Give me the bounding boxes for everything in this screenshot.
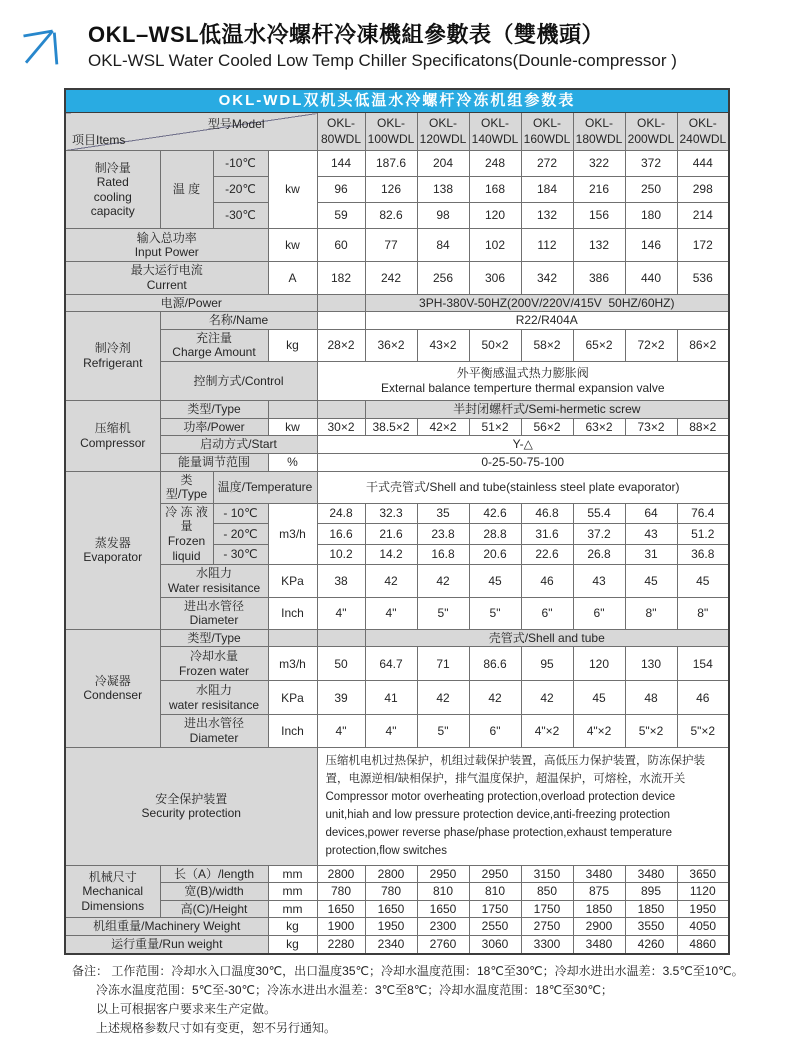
data-cell: 1950 [677,900,729,918]
data-cell: 71 [417,647,469,681]
row-label-condenser-type: 类型/Type [160,629,268,647]
table-row [65,312,729,330]
data-cell: 214 [677,203,729,229]
data-cell: 184 [521,177,573,203]
unit-kg: kg [268,329,317,361]
unit-mm: mm [268,900,317,918]
corner-cell [65,113,317,151]
data-cell: 28.8 [469,524,521,545]
row-label-evaporator-type: 类型/Type [160,471,213,503]
table-row [65,503,729,524]
table-row [65,865,729,883]
note-line: 冷冻水温度范围：5℃至-30℃；冷冻水进出水温差：3℃至8℃；冷却水温度范围：18℃至30℃； [96,982,613,997]
data-cell: 2280 [317,936,365,954]
table-row [65,418,729,436]
value-control: 外平衡感温式热力膨胀阀 External balance temperture thermal expansion valve [317,362,729,401]
empty-cell [268,401,317,419]
data-cell: 2550 [469,918,521,936]
model-header: OKL- 80WDL [317,113,365,151]
unit-kw: kw [268,151,317,229]
unit-percent: % [268,453,317,471]
data-cell: 182 [317,262,365,294]
corner-model-label: 型号Model [207,117,265,132]
data-cell: 45 [469,565,521,597]
data-cell: 56×2 [521,418,573,436]
value-security-protection: 压缩机电机过热保护，机组过载保护装置，高低压力保护装置，防冻保护装置，电源逆相/缺相保护，排气温度保护，超温保护，可熔栓，水流开关 Compressor motor overheating protection,overload protection device unit,hiah and low pressure protection device,anti-freezing protection devices,power reverse phase/phase protection,exhaust temperature protection,flow switches [317,747,729,865]
page-subtitle: OKL-WSL Water Cooled Low Temp Chiller Specificatons(Dounle-compressor ) [88,51,677,70]
data-cell: 256 [417,262,469,294]
row-label-rated-cooling-capacity: 制冷量 Rated cooling capacity [65,151,160,229]
value-start-mode: Y-△ [317,436,729,454]
data-cell: 36×2 [365,329,417,361]
data-cell: 65×2 [573,329,625,361]
data-cell: 130 [625,647,677,681]
data-cell: 2800 [317,865,365,883]
data-cell: 43 [573,565,625,597]
data-cell: 810 [469,883,521,901]
row-label-temperature: 温 度 [160,151,213,229]
data-cell: 2950 [469,865,521,883]
data-cell: 120 [469,203,521,229]
data-cell: 3150 [521,865,573,883]
unit-kpa: KPa [268,565,317,597]
data-cell: 4050 [677,918,729,936]
data-cell: 248 [469,151,521,177]
data-cell: 64.7 [365,647,417,681]
value-condenser-type: 壳管式/Shell and tube [365,629,729,647]
data-cell: 102 [469,229,521,262]
data-cell: 780 [317,883,365,901]
data-cell: 2750 [521,918,573,936]
data-cell: 76.4 [677,503,729,524]
data-cell: 86×2 [677,329,729,361]
data-cell: 48 [625,681,677,715]
data-cell: 16.6 [317,524,365,545]
data-cell: 42 [417,681,469,715]
data-cell: 306 [469,262,521,294]
banner-row [65,89,729,113]
model-header: OKL- 160WDL [521,113,573,151]
data-cell: 43×2 [417,329,469,361]
data-cell: 168 [469,177,521,203]
row-label-security-protection: 安全保护装置 Security protection [65,747,317,865]
data-cell: 28×2 [317,329,365,361]
row-label-width: 宽(B)/width [160,883,268,901]
data-cell: 440 [625,262,677,294]
note-line: 备注： 工作范围：冷却水入口温度30℃，出口温度35℃；冷却水温度范围：18℃至30℃；冷却水进出水温差：3.5℃至10℃。 [72,963,744,978]
note-line: 上述规格参数尺寸如有变更，恕不另行通知。 [96,1021,337,1036]
data-cell: 444 [677,151,729,177]
row-label-minus10: -10℃ [213,151,268,177]
data-cell: 55.4 [573,503,625,524]
data-cell: 895 [625,883,677,901]
section-label-refrigerant: 制冷剂 Refrigerant [65,312,160,401]
data-cell: 42×2 [417,418,469,436]
data-cell: 45 [573,681,625,715]
row-label-evap-minus30: - 30℃ [213,544,268,565]
unit-a: A [268,262,317,294]
data-cell: 42 [417,565,469,597]
data-cell: 272 [521,151,573,177]
data-cell: 31 [625,544,677,565]
row-label-evap-minus20: - 20℃ [213,524,268,545]
data-cell: 850 [521,883,573,901]
table-row [65,715,729,747]
data-cell: 45 [677,565,729,597]
data-cell: 322 [573,151,625,177]
arrow-up-right-icon [16,24,66,78]
data-cell: 21.6 [365,524,417,545]
unit-inch: Inch [268,715,317,747]
row-label-start-mode: 启动方式/Start [160,436,317,454]
data-cell: 37.2 [573,524,625,545]
section-label-compressor: 压缩机 Compressor [65,401,160,472]
data-cell: 120 [573,647,625,681]
data-cell: 46 [521,565,573,597]
table-row [65,329,729,361]
data-cell: 82.6 [365,203,417,229]
row-label-evap-minus10: - 10℃ [213,503,268,524]
data-cell: 64 [625,503,677,524]
row-label-power-supply: 电源/Power [65,294,317,312]
table-row [65,362,729,401]
data-cell: 20.6 [469,544,521,565]
table-row [65,436,729,454]
data-cell: 6" [469,715,521,747]
unit-m3h: m3/h [268,503,317,565]
data-cell: 1750 [469,900,521,918]
data-cell: 216 [573,177,625,203]
row-label-input-power: 输入总功率 Input Power [65,229,268,262]
value-power-supply: 3PH-380V-50HZ(200V/220V/415V 50HZ/60HZ) [365,294,729,312]
data-cell: 38.5×2 [365,418,417,436]
table-row [65,229,729,262]
data-cell: 180 [625,203,677,229]
notes [72,962,790,1038]
data-cell: 372 [625,151,677,177]
data-cell: 32.3 [365,503,417,524]
table-row [65,681,729,715]
table-row [65,629,729,647]
data-cell: 3060 [469,936,521,954]
corner-items-label: 项目Items [72,132,126,147]
table-row [65,918,729,936]
data-cell: 42 [521,681,573,715]
data-cell: 22.6 [521,544,573,565]
data-cell: 1850 [573,900,625,918]
data-cell: 26.8 [573,544,625,565]
data-cell: 132 [521,203,573,229]
data-cell: 77 [365,229,417,262]
data-cell: 2300 [417,918,469,936]
row-label-evap-diameter: 进出水管径 Diameter [160,597,268,629]
data-cell: 1950 [365,918,417,936]
data-cell: 154 [677,647,729,681]
data-cell: 88×2 [677,418,729,436]
data-cell: 536 [677,262,729,294]
data-cell: 5" [417,715,469,747]
data-cell: 16.8 [417,544,469,565]
row-label-capacity-control: 能量调节范围 [160,453,268,471]
empty-cell [268,629,317,647]
data-cell: 46 [677,681,729,715]
data-cell: 3300 [521,936,573,954]
data-cell: 144 [317,151,365,177]
data-cell: 98 [417,203,469,229]
unit-m3h: m3/h [268,647,317,681]
data-cell: 51.2 [677,524,729,545]
row-label-control: 控制方式/Control [160,362,317,401]
data-cell: 23.8 [417,524,469,545]
table-row [65,900,729,918]
data-cell: 2340 [365,936,417,954]
data-cell: 810 [417,883,469,901]
note-line: 以上可根据客户要求来生产定做。 [96,1002,277,1017]
table-row [65,453,729,471]
table-row [65,401,729,419]
data-cell: 96 [317,177,365,203]
data-cell: 250 [625,177,677,203]
table-row [65,647,729,681]
data-cell: 59 [317,203,365,229]
row-label-machinery-weight: 机组重量/Machinery Weight [65,918,268,936]
value-refrigerant-name: R22/R404A [365,312,729,330]
section-label-condenser: 冷凝器 Condenser [65,629,160,747]
data-cell: 39 [317,681,365,715]
data-cell: 1650 [365,900,417,918]
data-cell: 84 [417,229,469,262]
row-label-refrigerant-name: 名称/Name [160,312,317,330]
table-row [65,262,729,294]
data-cell: 3650 [677,865,729,883]
data-cell: 42 [365,565,417,597]
value-capacity-control: 0-25-50-75-100 [317,453,729,471]
data-cell: 10.2 [317,544,365,565]
unit-kw: kw [268,229,317,262]
data-cell: 172 [677,229,729,262]
data-cell: 6" [573,597,625,629]
data-cell: 5" [469,597,521,629]
data-cell: 45 [625,565,677,597]
data-cell: 187.6 [365,151,417,177]
table-row [65,747,729,865]
data-cell: 5"×2 [625,715,677,747]
data-cell: 5"×2 [677,715,729,747]
data-cell: 1650 [417,900,469,918]
unit-kw: kw [268,418,317,436]
page-title: OKL–WSL低温水冷螺杆冷凍機組參數表（雙機頭） [88,22,605,47]
data-cell: 72×2 [625,329,677,361]
table-row [65,151,729,177]
data-cell: 73×2 [625,418,677,436]
page-header [0,0,790,84]
data-cell: 50 [317,647,365,681]
data-cell: 2950 [417,865,469,883]
data-cell: 112 [521,229,573,262]
data-cell: 38 [317,565,365,597]
unit-kg: kg [268,918,317,936]
row-label-minus20: -20℃ [213,177,268,203]
data-cell: 4" [317,597,365,629]
unit-mm: mm [268,865,317,883]
data-cell: 4" [317,715,365,747]
row-label-height: 高(C)/Height [160,900,268,918]
unit-inch: Inch [268,597,317,629]
data-cell: 50×2 [469,329,521,361]
data-cell: 30×2 [317,418,365,436]
data-cell: 126 [365,177,417,203]
data-cell: 95 [521,647,573,681]
data-cell: 14.2 [365,544,417,565]
table-row [65,936,729,954]
value-evaporator-type: 干式壳管式/Shell and tube(stainless steel plate evaporator) [317,471,729,503]
model-header: OKL- 200WDL [625,113,677,151]
table-banner: OKL-WDL双机头低温水冷螺杆冷冻机组参数表 [65,89,729,113]
data-cell: 4860 [677,936,729,954]
data-cell: 4260 [625,936,677,954]
section-label-mechanical-dimensions: 机械尺寸 Mechanical Dimensions [65,865,160,918]
row-label-run-weight: 运行重量/Run weight [65,936,268,954]
row-label-minus30: -30℃ [213,203,268,229]
data-cell: 60 [317,229,365,262]
data-cell: 4" [365,597,417,629]
data-cell: 780 [365,883,417,901]
data-cell: 875 [573,883,625,901]
data-cell: 2900 [573,918,625,936]
table-row [65,294,729,312]
data-cell: 43 [625,524,677,545]
data-cell: 4" [365,715,417,747]
data-cell: 342 [521,262,573,294]
data-cell: 86.6 [469,647,521,681]
data-cell: 46.8 [521,503,573,524]
data-cell: 3480 [625,865,677,883]
data-cell: 4"×2 [573,715,625,747]
empty-cell [317,312,365,330]
empty-cell [317,629,365,647]
data-cell: 1750 [521,900,573,918]
row-label-frozen-liquid: 冷 冻 液 量 Frozen liquid [160,503,213,565]
data-cell: 2800 [365,865,417,883]
data-cell: 35 [417,503,469,524]
data-cell: 242 [365,262,417,294]
section-label-evaporator: 蒸发器 Evaporator [65,471,160,629]
empty-cell [317,401,365,419]
model-header: OKL- 120WDL [417,113,469,151]
data-cell: 204 [417,151,469,177]
table-row [65,597,729,629]
row-label-cond-diameter: 进出水管径 Diameter [160,715,268,747]
table-row [65,883,729,901]
data-cell: 42.6 [469,503,521,524]
row-label-compressor-type: 类型/Type [160,401,268,419]
row-label-max-current: 最大运行电流 Current [65,262,268,294]
data-cell: 42 [469,681,521,715]
data-cell: 1850 [625,900,677,918]
model-header: OKL- 140WDL [469,113,521,151]
data-cell: 1900 [317,918,365,936]
model-header: OKL- 240WDL [677,113,729,151]
header-row [65,113,729,151]
row-label-charge-amount: 充注量 Charge Amount [160,329,268,361]
data-cell: 5" [417,597,469,629]
data-cell: 8" [677,597,729,629]
data-cell: 132 [573,229,625,262]
data-cell: 51×2 [469,418,521,436]
row-label-cooling-water-flow: 冷却水量 Frozen water [160,647,268,681]
data-cell: 386 [573,262,625,294]
data-cell: 8" [625,597,677,629]
empty-cell [317,294,365,312]
row-label-compressor-power: 功率/Power [160,418,268,436]
data-cell: 138 [417,177,469,203]
data-cell: 156 [573,203,625,229]
spec-table [64,88,730,955]
data-cell: 4"×2 [521,715,573,747]
value-compressor-type: 半封闭螺杆式/Semi-hermetic screw [365,401,729,419]
data-cell: 3480 [573,936,625,954]
row-label-evap-temperature: 温度/Temperature [213,471,317,503]
data-cell: 6" [521,597,573,629]
unit-kg: kg [268,936,317,954]
data-cell: 24.8 [317,503,365,524]
table-row [65,565,729,597]
row-label-length: 长（A）/length [160,865,268,883]
data-cell: 36.8 [677,544,729,565]
data-cell: 3480 [573,865,625,883]
model-header: OKL- 180WDL [573,113,625,151]
row-label-evap-water-resistance: 水阻力 Water resisitance [160,565,268,597]
data-cell: 63×2 [573,418,625,436]
model-header: OKL- 100WDL [365,113,417,151]
data-cell: 1650 [317,900,365,918]
data-cell: 3550 [625,918,677,936]
data-cell: 31.6 [521,524,573,545]
row-label-cond-water-resistance: 水阻力 water resisitance [160,681,268,715]
data-cell: 41 [365,681,417,715]
data-cell: 1120 [677,883,729,901]
data-cell: 2760 [417,936,469,954]
data-cell: 58×2 [521,329,573,361]
unit-mm: mm [268,883,317,901]
data-cell: 146 [625,229,677,262]
table-row [65,471,729,503]
data-cell: 298 [677,177,729,203]
unit-kpa: KPa [268,681,317,715]
